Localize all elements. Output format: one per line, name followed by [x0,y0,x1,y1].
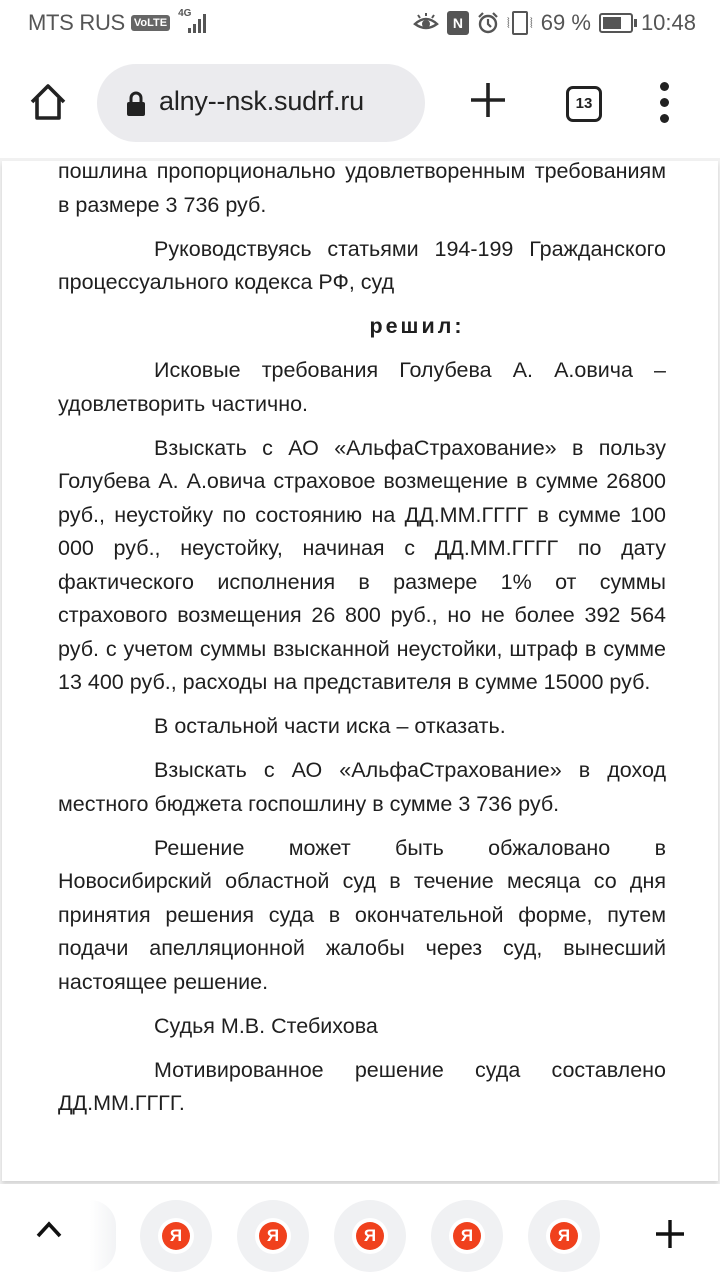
battery-icon [599,13,633,33]
lock-icon [125,91,147,117]
status-bar [0,0,720,50]
tab-thumbnail[interactable] [140,1200,212,1272]
alarm-icon [477,12,499,34]
tab-thumbnail[interactable] [528,1200,600,1272]
yandex-favicon-icon: Я [453,1222,481,1250]
bottom-tab-strip [0,1184,720,1280]
yandex-favicon-icon: Я [550,1222,578,1250]
web-content[interactable] [0,158,720,1184]
document-page [2,161,718,1181]
clock: 10:48 [640,10,696,35]
nfc-icon: N [447,11,469,35]
yandex-favicon-icon: Я [259,1222,287,1250]
address-bar[interactable] [97,64,425,142]
new-tab-button[interactable] [468,80,508,120]
paragraph-rest-denied: В остальной части иска – отказать. [154,714,506,738]
court-decision-text [58,158,666,1131]
network-type: 4G [178,8,192,19]
battery-percent: 69 % [540,10,591,35]
paragraph-reasoned-decision: Мотивированное решение суда составлено ДД.ММ.ГГГГ. [58,1057,666,1115]
judge-signature: Судья М.В. Стебихова [154,1013,378,1038]
paragraph-fee-continuation: пошлина пропорционально удовлетворенным требованиям в размере 3 736 руб. [58,159,666,217]
tab-switcher-button[interactable]: 13 [566,86,602,122]
volte-badge: VoLTE [131,15,170,31]
tab-thumbnail[interactable] [237,1200,309,1272]
tab-thumbnail[interactable] [431,1200,503,1272]
paragraph-appeal: Решение может быть обжаловано в Новосибирский областной суд в течение месяца со дня принятия решения суда в окончательной форме, путем подачи апелляционной жалобы через суд, вынесший настоящее решение. [58,835,666,994]
status-left [28,10,216,36]
paragraph-state-duty: Взыскать с АО «АльфаСтрахование» в доход местного бюджета госпошлину в сумме 3 736 руб. [58,758,666,816]
eye-comfort-icon [413,13,439,33]
signal-bars [188,14,206,33]
yandex-favicon-icon: Я [162,1222,190,1250]
decision-heading: решил: [369,314,465,338]
paragraph-recovery: Взыскать с АО «АльфаСтрахование» в пользу Голубева А. А.овича страховое возмещение в сумме 26800 руб., неустойку по состоянию на ДД.ММ.ГГГГ в сумме 100 000 руб., неустойку, начиная с ДД.ММ.ГГГГ по дату фактического исполнения в размере 1% от суммы страхового возмещения 26 800 руб., но не более 392 564 руб. с учетом суммы взысканной неустойки, штраф в сумме 13 400 руб., расходы на представителя в сумме 15000 руб. [58,435,666,694]
status-right [413,10,696,36]
chevron-up-icon[interactable] [34,1218,64,1240]
paragraph-legal-basis: Руководствуясь статьями 194-199 Гражданского процессуального кодекса РФ, суд [58,236,666,294]
tab-thumbnail[interactable] [334,1200,406,1272]
add-tab-button[interactable] [654,1218,686,1250]
vibrate-icon: ⦚ ⦚ [507,11,533,35]
url-text[interactable]: alny--nsk.sudrf.ru [159,86,364,116]
browser-toolbar [0,50,720,158]
paragraph-claims-partial: Исковые требования Голубева А. А.овича – удовлетворить частично. [58,358,666,416]
tab-thumbnail-partial[interactable] [90,1200,116,1272]
signal-icon [176,10,216,36]
more-vert-icon[interactable] [654,82,674,126]
carrier-name: MTS RUS [28,10,125,35]
home-icon[interactable] [26,80,70,124]
yandex-favicon-icon: Я [356,1222,384,1250]
